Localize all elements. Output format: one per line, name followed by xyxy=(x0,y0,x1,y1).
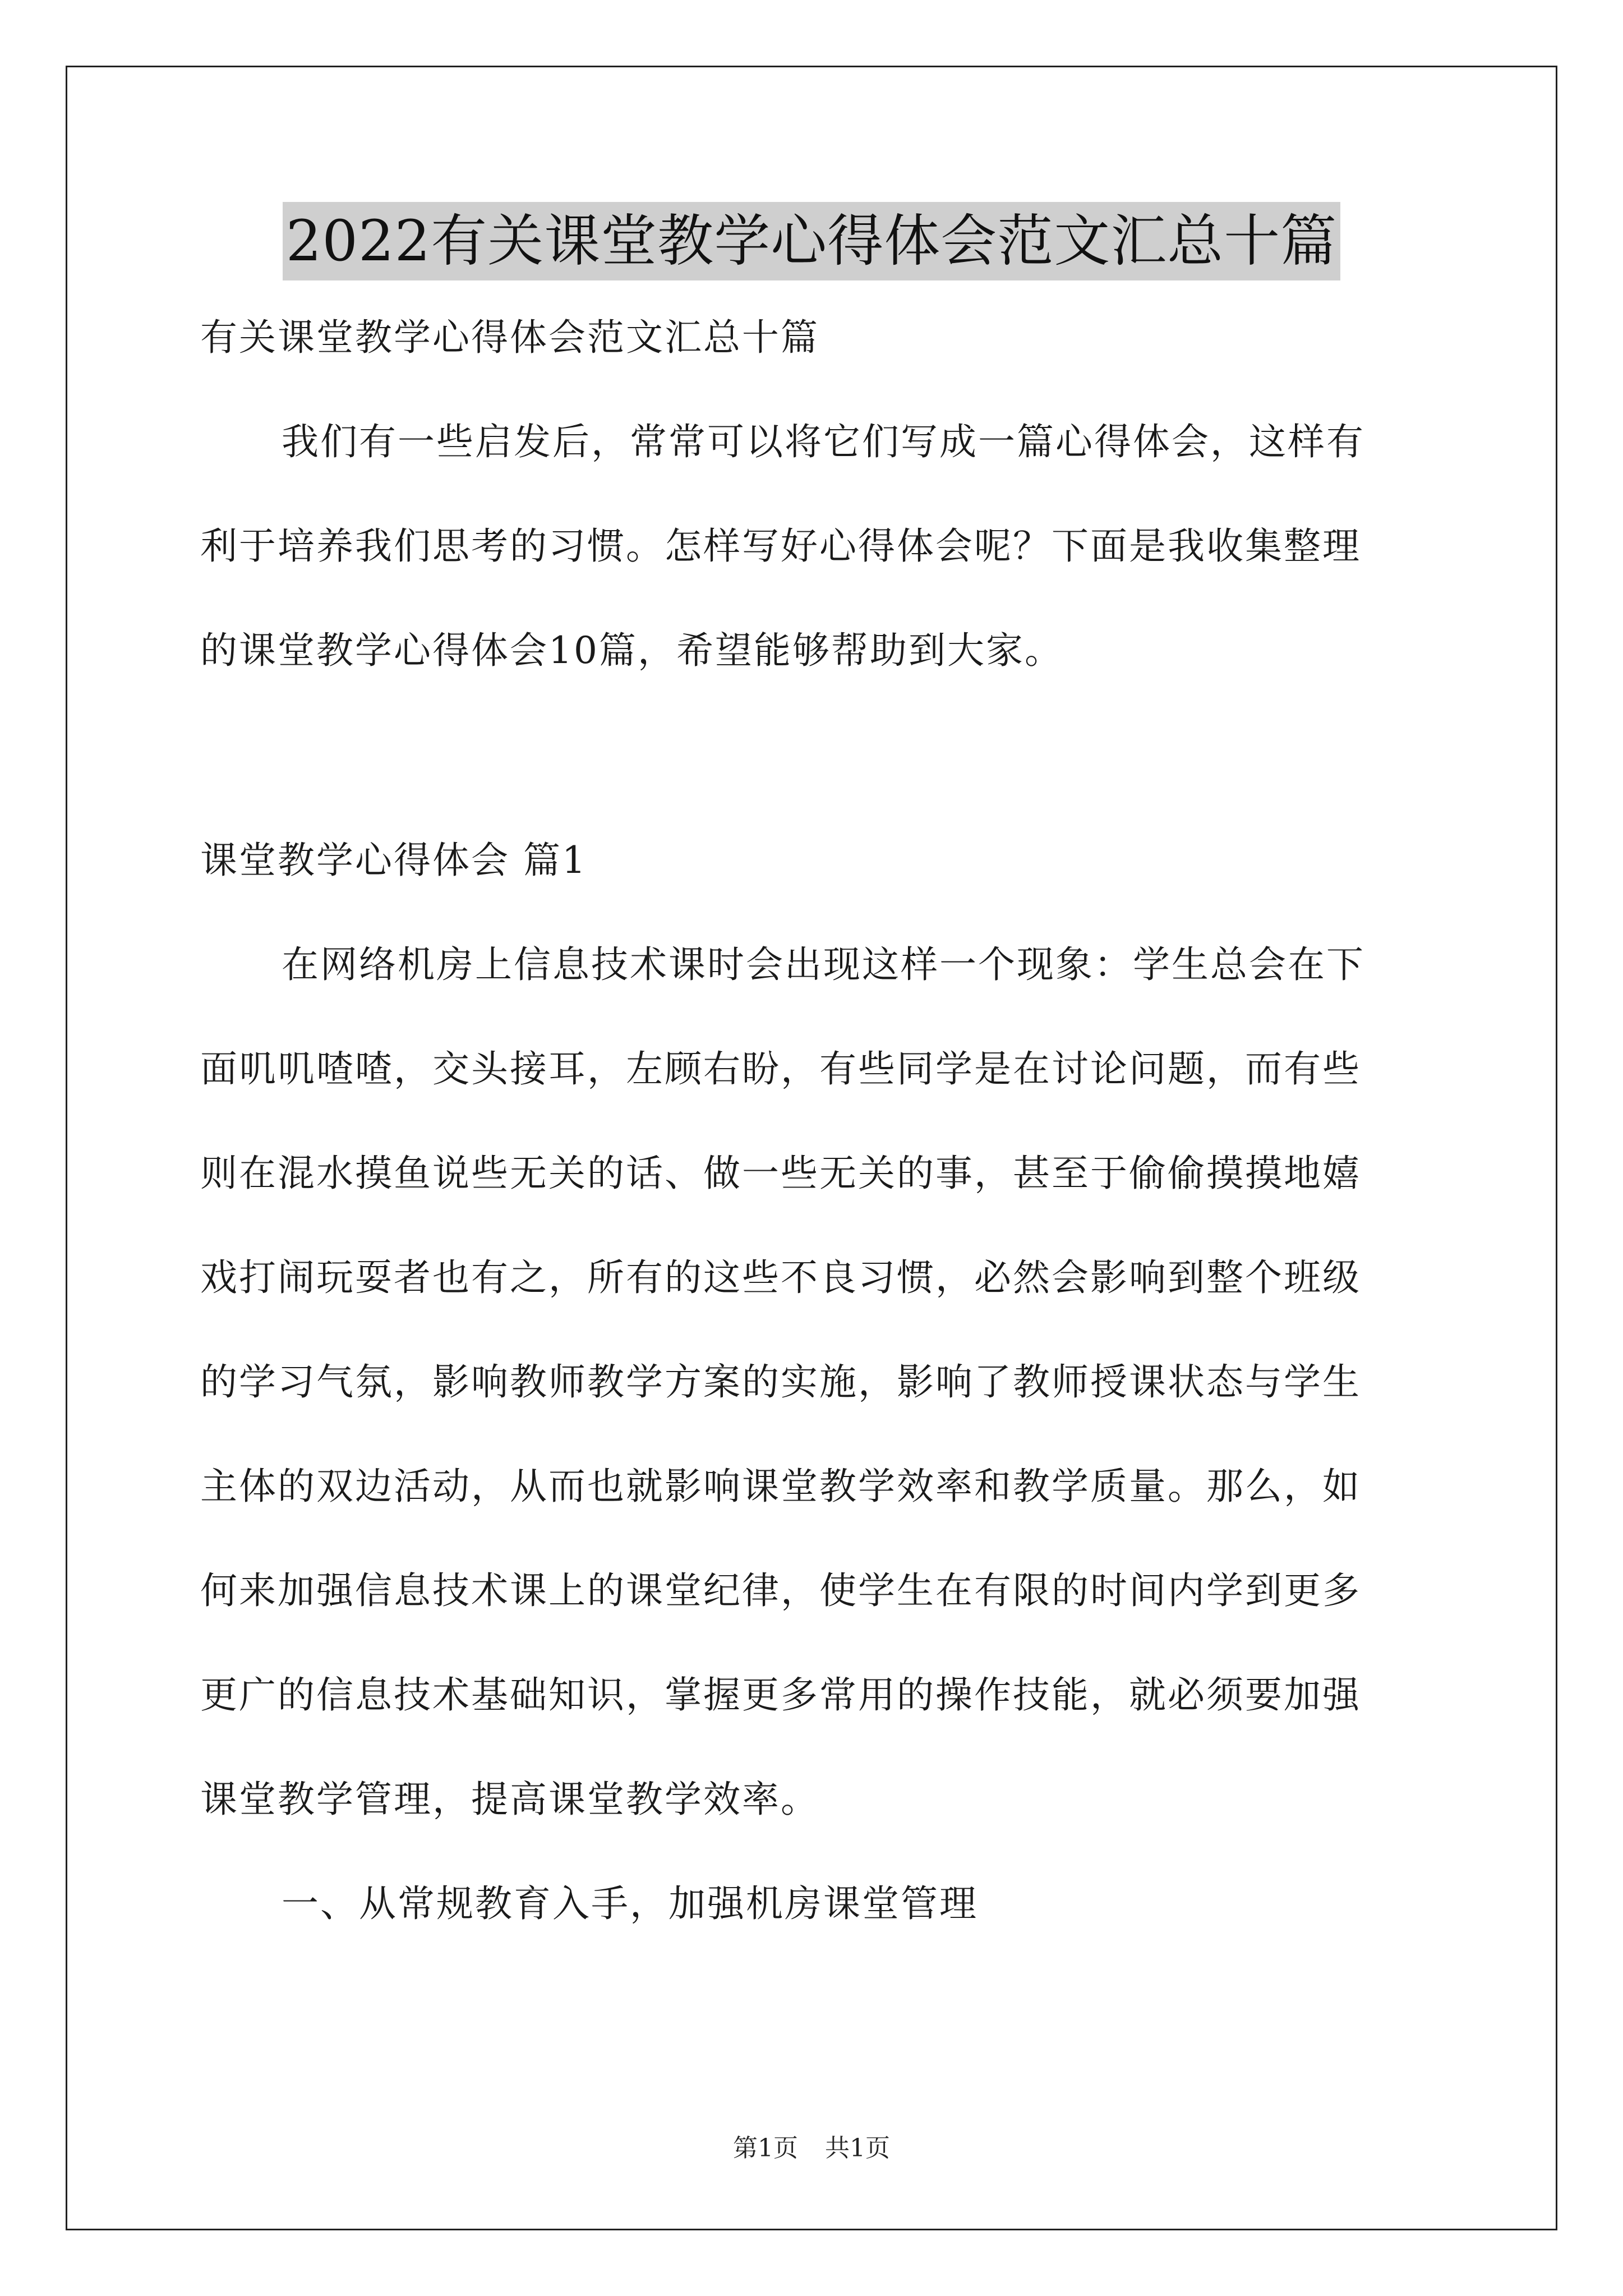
page-number-current: 第1页 xyxy=(733,2134,798,2162)
body-line: 则在混水摸鱼说些无关的话、做一些无关的事，甚至于偷偷摸摸地嬉 xyxy=(200,1152,1361,1195)
body-line: 在网络机房上信息技术课时会出现这样一个现象：学生总会在下 xyxy=(282,943,1365,986)
title-container xyxy=(0,202,1623,280)
page-footer xyxy=(0,2132,1623,2165)
document-subtitle: 有关课堂教学心得体会范文汇总十篇 xyxy=(200,316,819,359)
body-line: 何来加强信息技术课上的课堂纪律，使学生在有限的时间内学到更多 xyxy=(200,1569,1361,1612)
body-line: 的学习气氛，影响教师教学方案的实施，影响了教师授课状态与学生 xyxy=(200,1360,1361,1404)
paragraph-gap xyxy=(200,727,1434,832)
body-line: 面叽叽喳喳，交头接耳，左顾右盼，有些同学是在讨论问题，而有些 xyxy=(200,1047,1361,1091)
page-number-total: 共1页 xyxy=(825,2134,890,2162)
intro-line: 利于培养我们思考的习惯。怎样写好心得体会呢？下面是我收集整理 xyxy=(200,524,1361,568)
document-title: 2022有关课堂教学心得体会范文汇总十篇 xyxy=(283,202,1341,280)
document-body xyxy=(200,310,1434,1980)
body-line: 主体的双边活动，从而也就影响课堂教学效率和教学质量。那么，如 xyxy=(200,1465,1361,1508)
section-heading: 课堂教学心得体会 篇1 xyxy=(200,839,587,882)
intro-line: 的课堂教学心得体会10篇，希望能够帮助到大家。 xyxy=(200,629,1063,672)
body-line: 更广的信息技术基础知识，掌握更多常用的操作技能，就必须要加强 xyxy=(200,1673,1361,1717)
point-heading: 一、从常规教育入手，加强机房课堂管理 xyxy=(282,1882,978,1925)
intro-line: 我们有一些启发后，常常可以将它们写成一篇心得体会，这样有 xyxy=(282,420,1365,463)
body-line: 课堂教学管理，提高课堂教学效率。 xyxy=(200,1778,819,1821)
body-line: 戏打闹玩耍者也有之，所有的这些不良习惯，必然会影响到整个班级 xyxy=(200,1256,1361,1299)
